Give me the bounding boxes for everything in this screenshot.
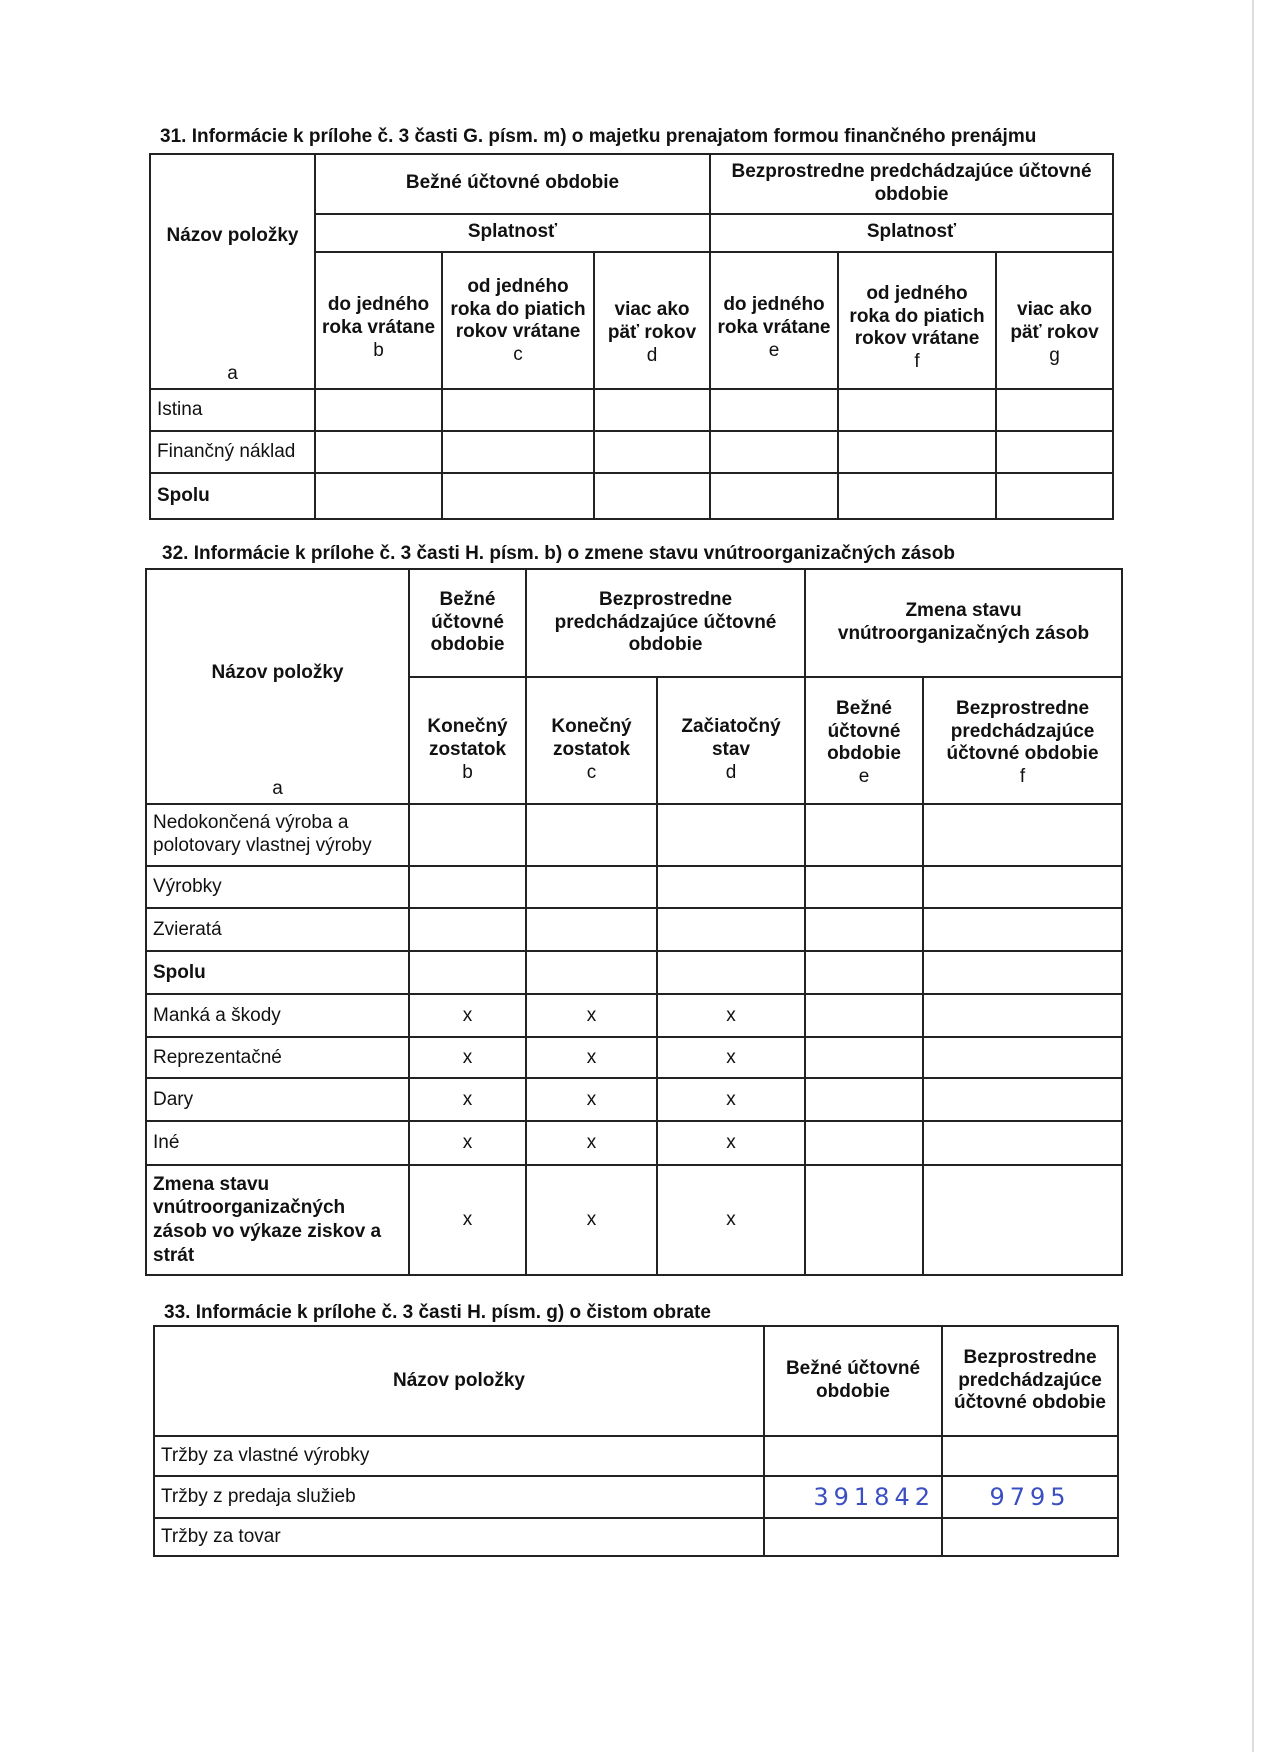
current-value[interactable] (764, 1436, 942, 1476)
col-header: od jedného roka do piatich rokov vrátane f (838, 252, 996, 389)
current-value[interactable]: 391842 (764, 1476, 942, 1518)
cell[interactable] (923, 1078, 1122, 1121)
table-row (150, 473, 1113, 519)
cell[interactable] (409, 908, 526, 951)
cell[interactable] (996, 473, 1113, 519)
net-turnover-table (153, 1325, 1119, 1557)
cell[interactable] (710, 389, 838, 431)
cell[interactable] (923, 866, 1122, 908)
col-header: viac ako päť rokov d (594, 252, 710, 389)
cell[interactable] (657, 804, 805, 866)
col-header: od jedného roka do piatich rokov vrátane c (442, 252, 594, 389)
cell[interactable] (805, 951, 923, 994)
previous-value[interactable] (942, 1436, 1118, 1476)
x-mark: x (409, 1078, 526, 1121)
x-mark: x (526, 1078, 657, 1121)
row-label: Dary (146, 1078, 409, 1121)
table-row (146, 1037, 1122, 1078)
col-header: viac ako päť rokov g (996, 252, 1113, 389)
x-mark: x (526, 1037, 657, 1078)
cell[interactable] (805, 908, 923, 951)
x-mark: x (657, 1121, 805, 1165)
cell[interactable] (838, 473, 996, 519)
section-33-title: 33. Informácie k prílohe č. 3 časti H. písm. g) o čistom obrate (164, 1302, 711, 1323)
cell[interactable] (805, 866, 923, 908)
table-row (150, 389, 1113, 431)
row-label: Spolu (146, 951, 409, 994)
x-mark: x (657, 1037, 805, 1078)
table-row (154, 1436, 1118, 1476)
table-row (146, 1078, 1122, 1121)
x-mark: x (409, 994, 526, 1037)
page-edge (1252, 0, 1254, 1752)
x-mark: x (409, 1121, 526, 1165)
cell[interactable] (923, 1165, 1122, 1275)
cell[interactable] (594, 389, 710, 431)
cell[interactable] (526, 951, 657, 994)
name-header: Názov položky (154, 1326, 764, 1436)
table-row (146, 908, 1122, 951)
col-header: Bežné účtovné obdobie e (805, 677, 923, 804)
cell[interactable] (657, 866, 805, 908)
x-mark: x (409, 1037, 526, 1078)
previous-value[interactable] (942, 1518, 1118, 1556)
current-period-header: Bežné účtovné obdobie (764, 1326, 942, 1436)
x-mark: x (526, 1165, 657, 1275)
table-row (154, 1476, 1118, 1518)
cell[interactable] (442, 389, 594, 431)
cell[interactable] (923, 994, 1122, 1037)
table-row (146, 1121, 1122, 1165)
x-mark: x (657, 994, 805, 1037)
row-label: Tržby za tovar (154, 1518, 764, 1556)
current-value[interactable] (764, 1518, 942, 1556)
table-row (146, 1165, 1122, 1275)
row-label: Manká a škody (146, 994, 409, 1037)
cell[interactable] (526, 866, 657, 908)
cell[interactable] (315, 389, 442, 431)
col-header: Konečný zostatok c (526, 677, 657, 804)
row-label: Zvieratá (146, 908, 409, 951)
table-row (146, 804, 1122, 866)
section-31-title: 31. Informácie k prílohe č. 3 časti G. písm. m) o majetku prenajatom formou finančného prenájmu (160, 126, 1037, 147)
cell[interactable] (409, 866, 526, 908)
cell[interactable] (805, 1165, 923, 1275)
cell[interactable] (409, 951, 526, 994)
cell[interactable] (526, 908, 657, 951)
table-row (150, 431, 1113, 473)
row-label: Finančný náklad (150, 431, 315, 473)
col-header: Konečný zostatok b (409, 677, 526, 804)
lease-table (149, 153, 1114, 520)
row-label: Reprezentačné (146, 1037, 409, 1078)
cell[interactable] (526, 804, 657, 866)
row-label: Tržby za vlastné výrobky (154, 1436, 764, 1476)
x-mark: x (657, 1078, 805, 1121)
cell[interactable] (657, 951, 805, 994)
name-header: Názov položky a (150, 154, 315, 389)
row-label: Zmena stavu vnútroorganizačných zásob vo výkaze ziskov a strát (146, 1165, 409, 1275)
x-mark: x (409, 1165, 526, 1275)
cell[interactable] (594, 431, 710, 473)
cell[interactable] (805, 1037, 923, 1078)
table-row (146, 866, 1122, 908)
cell[interactable] (315, 473, 442, 519)
cell[interactable] (923, 804, 1122, 866)
cell[interactable] (996, 431, 1113, 473)
inventory-change-table (145, 568, 1123, 1276)
cell[interactable] (710, 431, 838, 473)
table-row (146, 994, 1122, 1037)
table-row (154, 1518, 1118, 1556)
name-header: Názov položky a (146, 569, 409, 804)
col-header: do jedného roka vrátane e (710, 252, 838, 389)
group-header: Bežné účtovné obdobie (409, 569, 526, 677)
table-row (146, 951, 1122, 994)
previous-period-header: Bezprostredne predchádzajúce účtovné obdobie (710, 154, 1113, 214)
cell[interactable] (996, 389, 1113, 431)
cell[interactable] (409, 804, 526, 866)
cell[interactable] (805, 994, 923, 1037)
current-period-header: Bežné účtovné obdobie (315, 154, 710, 214)
col-header: do jedného roka vrátane b (315, 252, 442, 389)
x-mark: x (657, 1165, 805, 1275)
cell[interactable] (805, 1078, 923, 1121)
maturity-header: Splatnosť (315, 214, 710, 252)
previous-value[interactable]: 9795 (942, 1476, 1118, 1518)
group-header: Bezprostredne predchádzajúce účtovné obdobie (526, 569, 805, 677)
cell[interactable] (838, 389, 996, 431)
cell[interactable] (923, 1037, 1122, 1078)
group-header: Zmena stavu vnútroorganizačných zásob (805, 569, 1122, 677)
cell[interactable] (657, 908, 805, 951)
cell[interactable] (805, 1121, 923, 1165)
row-label: Iné (146, 1121, 409, 1165)
cell[interactable] (710, 473, 838, 519)
cell[interactable] (923, 951, 1122, 994)
cell[interactable] (315, 431, 442, 473)
col-header: Začiatočný stav d (657, 677, 805, 804)
cell[interactable] (805, 804, 923, 866)
cell[interactable] (923, 908, 1122, 951)
col-header: Bezprostredne predchádzajúce účtovné obdobie f (923, 677, 1122, 804)
cell[interactable] (442, 473, 594, 519)
x-mark: x (526, 994, 657, 1037)
row-label: Tržby z predaja služieb (154, 1476, 764, 1518)
cell[interactable] (594, 473, 710, 519)
x-mark: x (526, 1121, 657, 1165)
cell[interactable] (923, 1121, 1122, 1165)
row-label: Istina (150, 389, 315, 431)
row-label: Spolu (150, 473, 315, 519)
row-label: Výrobky (146, 866, 409, 908)
cell[interactable] (838, 431, 996, 473)
maturity-header: Splatnosť (710, 214, 1113, 252)
section-32-title: 32. Informácie k prílohe č. 3 časti H. písm. b) o zmene stavu vnútroorganizačných zásob (162, 543, 955, 564)
cell[interactable] (442, 431, 594, 473)
row-label: Nedokončená výroba a polotovary vlastnej výroby (146, 804, 409, 866)
previous-period-header: Bezprostredne predchádzajúce účtovné obdobie (942, 1326, 1118, 1436)
